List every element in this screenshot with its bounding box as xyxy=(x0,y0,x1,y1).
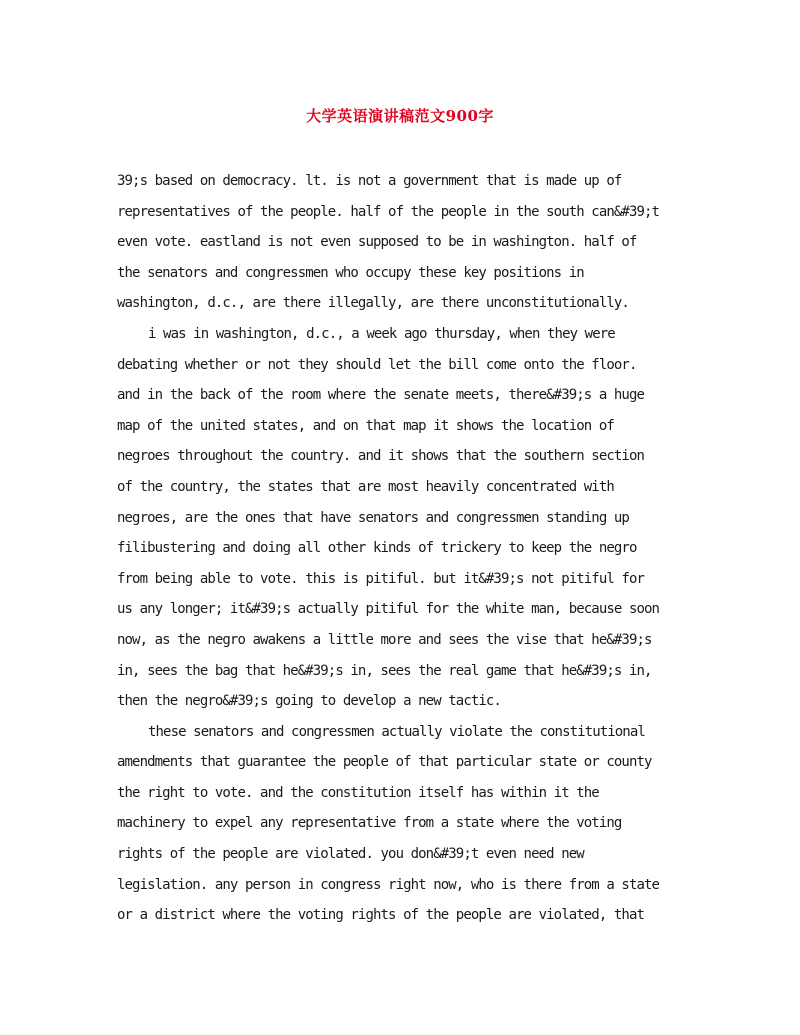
text-line: amendments that guarantee the people of that particular state or county xyxy=(117,754,652,771)
text-line: rights of the people are violated. you don&#39;t even need new xyxy=(117,846,584,863)
text-line: machinery to expel any representative from a state where the voting xyxy=(117,815,622,832)
text-line: or a district where the voting rights of the people are violated, that xyxy=(117,907,645,924)
document-body xyxy=(117,166,697,931)
text-line: 39;s based on democracy. lt. is not a government that is made up of xyxy=(117,173,622,189)
document-title: 大学英语演讲稿范文900字 xyxy=(306,107,494,125)
text-line: representatives of the people. half of the people in the south can&#39;t xyxy=(117,203,660,220)
text-line: even vote. eastland is not even supposed to be in washington. half of xyxy=(117,234,637,251)
text-line: the senators and congressmen who occupy these key positions in xyxy=(117,264,584,281)
text-line: the right to vote. and the constitution itself has within it the xyxy=(117,784,599,801)
text-line: washington, d.c., are there illegally, are there unconstitutionally. xyxy=(117,295,629,312)
paragraph-first-line: i was in washington, d.c., a week ago thursday, when they were xyxy=(148,325,615,342)
paragraph-first-line: these senators and congressmen actually violate the constitutional xyxy=(148,723,645,740)
text-line: of the country, the states that are most heavily concentrated with xyxy=(117,478,614,495)
text-line: legislation. any person in congress right now, who is there from a state xyxy=(117,876,660,893)
text-line: from being able to vote. this is pitiful. but it&#39;s not pitiful for xyxy=(117,570,645,587)
text-line: debating whether or not they should let the bill come onto the floor. xyxy=(117,356,637,373)
text-line: in, sees the bag that he&#39;s in, sees the real game that he&#39;s in, xyxy=(117,662,652,679)
text-line: and in the back of the room where the senate meets, there&#39;s a huge xyxy=(117,387,645,404)
text-line: us any longer; it&#39;s actually pitiful for the white man, because soon xyxy=(117,601,660,618)
text-line: filibustering and doing all other kinds of trickery to keep the negro xyxy=(117,540,637,557)
text-line: now, as the negro awakens a little more and sees the vise that he&#39;s xyxy=(117,631,652,648)
text-line: negroes, are the ones that have senators and congressmen standing up xyxy=(117,509,629,526)
text-line: then the negro&#39;s going to develop a new tactic. xyxy=(117,693,501,710)
text-line: map of the united states, and on that map it shows the location of xyxy=(117,417,614,434)
text-line: negroes throughout the country. and it shows that the southern section xyxy=(117,448,645,465)
